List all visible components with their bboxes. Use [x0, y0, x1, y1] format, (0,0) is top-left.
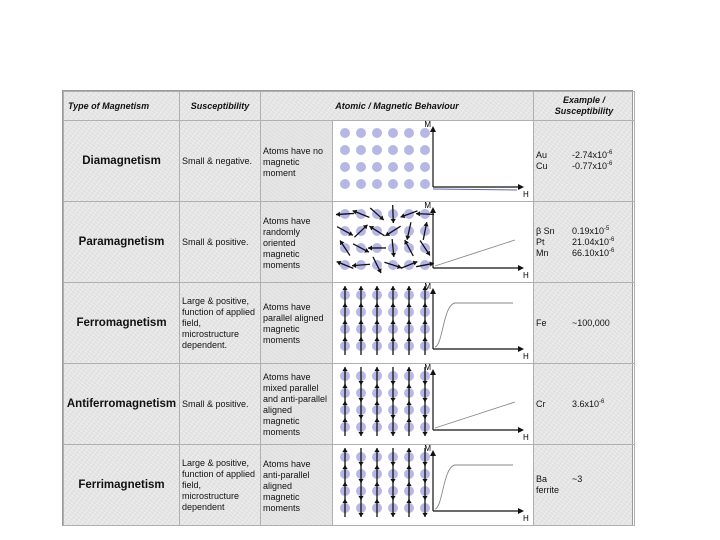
behaviour-text: Atoms have mixed parallel and anti-parallel aligned magnetic moments	[263, 372, 328, 437]
header-example-line1: Example /	[562, 95, 606, 105]
example-element: Cr	[536, 398, 546, 409]
atom-dot	[420, 179, 430, 189]
magnetization-curve	[435, 240, 515, 266]
atom-dot	[340, 179, 350, 189]
table-header-row	[64, 92, 635, 121]
magnetism-type: Antiferromagnetism	[64, 364, 180, 445]
behaviour-cell	[261, 445, 534, 526]
atom-dot	[372, 162, 382, 172]
behaviour-text: Atoms have parallel aligned magnetic moments	[263, 302, 324, 345]
atom-dot	[404, 145, 414, 155]
example-value	[572, 150, 632, 161]
table-row	[64, 283, 635, 364]
example-element: β Sn	[536, 225, 555, 236]
behaviour-illustration	[333, 283, 527, 363]
m-h-graph	[424, 120, 529, 199]
susceptibility-cell: Small & positive.	[180, 364, 261, 445]
atom-dot	[372, 128, 382, 138]
atom-dot	[404, 162, 414, 172]
example-value-mantissa: 21.04x10	[572, 236, 610, 247]
magnetization-curve	[435, 465, 513, 509]
example-value	[572, 161, 632, 172]
example-value	[572, 237, 632, 248]
behaviour-illustration	[333, 364, 527, 444]
atom-dot	[372, 179, 382, 189]
magnetization-curve	[435, 402, 515, 428]
m-axis-label: M	[424, 444, 431, 453]
atom-dot	[356, 128, 366, 138]
example-value-exponent: -6	[607, 150, 613, 156]
behaviour-cell	[261, 121, 534, 202]
example-value-exponent: -5	[604, 225, 610, 232]
moment-pattern	[340, 367, 430, 436]
atom-dot	[420, 128, 430, 138]
m-h-graph	[424, 201, 529, 280]
atom-dot	[388, 128, 398, 138]
example-value-mantissa: -2.74x10	[572, 150, 608, 160]
table-row	[64, 121, 635, 202]
atom-dot	[340, 145, 350, 155]
magnetism-type: Paramagnetism	[64, 202, 180, 283]
magnetism-type: Ferrimagnetism	[64, 445, 180, 526]
example-cell	[534, 364, 635, 445]
example-value-exponent: -6	[599, 398, 605, 405]
example-element: Au	[536, 150, 548, 160]
example-value-mantissa: 3.6x10	[572, 398, 600, 409]
behaviour-cell	[261, 283, 534, 364]
example-value-exponent: -6	[607, 161, 613, 167]
m-axis-label: M	[424, 282, 431, 291]
m-h-graph	[424, 363, 529, 442]
table-row	[64, 445, 635, 526]
example-value	[572, 399, 632, 410]
atom-dot	[388, 162, 398, 172]
header-example-line2: Susceptibility	[554, 106, 614, 116]
atom-dot	[420, 145, 430, 155]
example-value-exponent: -6	[609, 236, 615, 243]
example-value-mantissa: 0.19x10	[572, 225, 605, 236]
atom-dot	[388, 179, 398, 189]
example-element: Mn	[536, 247, 549, 258]
header-susceptibility: Susceptibility	[180, 92, 261, 121]
m-h-graph	[424, 444, 529, 523]
magnetism-table	[63, 91, 635, 526]
atom-dot	[388, 145, 398, 155]
behaviour-illustration	[333, 445, 527, 525]
example-value-mantissa: -0.77x10	[572, 161, 608, 171]
example-element: Pt	[536, 236, 545, 247]
m-axis-label: M	[424, 120, 431, 129]
atom-dot	[356, 162, 366, 172]
example-value	[572, 474, 632, 496]
table-row	[64, 202, 635, 283]
behaviour-description	[261, 121, 333, 201]
moment-pattern	[340, 448, 430, 517]
m-axis-label: M	[424, 201, 431, 210]
behaviour-text: Atoms have no magnetic moment	[263, 145, 324, 178]
behaviour-cell	[261, 364, 534, 445]
example-value	[572, 226, 632, 237]
susceptibility-cell: Small & negative.	[180, 121, 261, 202]
magnetism-table-panel	[62, 90, 633, 526]
magnetism-type: Diamagnetism	[64, 121, 180, 202]
h-axis-label: H	[523, 514, 529, 523]
atom-dot	[404, 128, 414, 138]
atom-dot	[356, 145, 366, 155]
atom-dot	[404, 179, 414, 189]
atom-dot	[340, 128, 350, 138]
table-row	[64, 364, 635, 445]
example-element: Fe	[536, 317, 547, 328]
example-value-mantissa: ~100,000	[572, 317, 610, 328]
example-cell	[534, 202, 635, 283]
example-cell	[534, 121, 635, 202]
atom-dot	[340, 162, 350, 172]
atom-dot	[372, 145, 382, 155]
magnetization-curve	[433, 189, 517, 190]
example-value-exponent: -6	[609, 247, 615, 254]
moment-pattern	[340, 286, 430, 355]
susceptibility-cell: Large & positive, function of applied field, microstructure dependent	[180, 445, 261, 526]
behaviour-illustration	[333, 121, 527, 201]
example-value	[572, 318, 632, 329]
behaviour-description	[261, 364, 333, 444]
example-value-mantissa: ~3	[572, 474, 583, 484]
behaviour-illustration	[333, 202, 527, 282]
m-h-graph	[424, 282, 529, 361]
example-element: Ba ferrite	[536, 474, 560, 495]
magnetization-curve	[435, 303, 513, 347]
behaviour-description	[261, 445, 333, 525]
behaviour-description	[261, 283, 333, 363]
behaviour-description	[261, 202, 333, 282]
behaviour-text: Atoms have randomly oriented magnetic moments	[263, 215, 311, 270]
behaviour-cell	[261, 202, 534, 283]
h-axis-label: H	[523, 271, 529, 280]
h-axis-label: H	[523, 352, 529, 361]
magnetism-type: Ferromagnetism	[64, 283, 180, 364]
susceptibility-cell: Small & positive.	[180, 202, 261, 283]
susceptibility-cell: Large & positive, function of applied field, microstructure dependent.	[180, 283, 261, 364]
example-value	[572, 248, 632, 259]
example-cell	[534, 445, 635, 526]
moment-pattern	[340, 128, 430, 189]
h-axis-label: H	[523, 433, 529, 442]
h-axis-label: H	[523, 190, 529, 199]
header-type: Type of Magnetism	[64, 92, 180, 121]
m-axis-label: M	[424, 363, 431, 372]
atom-dot	[356, 179, 366, 189]
header-behaviour: Atomic / Magnetic Behaviour	[261, 92, 534, 121]
header-example	[534, 92, 635, 121]
example-value-mantissa: 66.10x10	[572, 247, 610, 258]
atom-dot	[420, 162, 430, 172]
example-cell	[534, 283, 635, 364]
moment-pattern	[336, 205, 434, 273]
behaviour-text: Atoms have anti-parallel aligned magnetic moments	[263, 458, 311, 513]
example-element: Cu	[536, 161, 548, 171]
